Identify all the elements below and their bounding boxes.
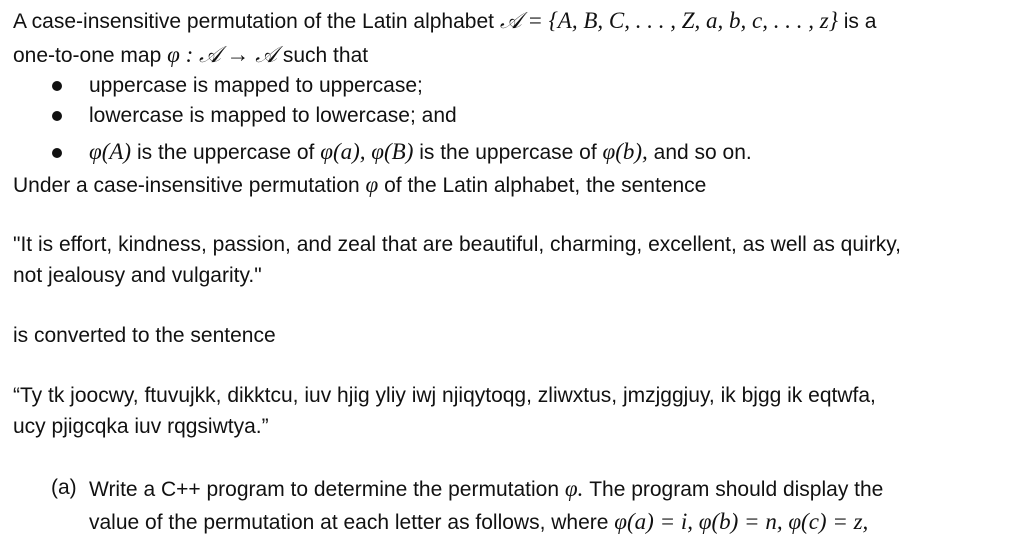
converted-sentence-line-1: “Ty tk joocwy, ftuvujkk, dikktcu, iuv hjig yliy iwj njiqytoqg, zliwxtus, jmzjggjuy, ik bjgg ik eqtwfa,: [13, 384, 876, 407]
bullet-dot: [52, 81, 62, 91]
bullet-item-2: lowercase is mapped to lowercase; and: [89, 104, 457, 127]
phi-symbol-question: φ.: [564, 476, 584, 501]
under-line-text-2: of the Latin alphabet, the sentence: [384, 174, 707, 197]
phi-a-phi-B-formula: φ(a), φ(B): [320, 139, 414, 164]
alphabet-set-formula: 𝒜 = {A, B, C, . . . , Z, a, b, c, . . . , z}: [499, 8, 838, 33]
bullet-item-3: [89, 140, 752, 163]
permutation-values-formula: φ(a) = i, φ(b) = n, φ(c) = z,: [614, 509, 869, 534]
bullet-item-3-text-2: is the uppercase of: [419, 141, 597, 164]
question-a-tail-1: The program should display the: [589, 478, 884, 501]
bullet-dot: [52, 111, 62, 121]
question-a-line-2: [89, 510, 868, 533]
bullet-dot: [52, 148, 62, 158]
original-sentence-line-2: not jealousy and vulgarity.": [13, 264, 262, 287]
intro-tail-2: such that: [282, 44, 369, 67]
intro-line-2: [13, 43, 368, 66]
intro-text-2: one-to-one map: [13, 44, 162, 67]
phi-b-formula: φ(b),: [602, 139, 648, 164]
map-formula: φ : 𝒜 → 𝒜: [167, 42, 278, 67]
original-sentence-line-1: "It is effort, kindness, passion, and zeal that are beautiful, charming, excellent, as well as quirky,: [13, 233, 901, 256]
bullet-item-1: uppercase is mapped to uppercase;: [89, 74, 423, 97]
intro-tail: is a: [843, 10, 877, 33]
intro-text: A case-insensitive permutation of the Latin alphabet: [13, 10, 494, 33]
question-a-label: (a): [51, 476, 77, 499]
under-line-text-1: Under a case-insensitive permutation: [13, 174, 360, 197]
intro-line-1: [13, 9, 876, 32]
under-line: [13, 173, 706, 196]
bullet-item-3-text-3: and so on.: [653, 141, 752, 164]
question-a-text-2: value of the permutation at each letter as follows, where: [89, 511, 609, 534]
bullet-item-3-text-1: is the uppercase of: [136, 141, 315, 164]
converted-label: is converted to the sentence: [13, 324, 276, 347]
phi-A-formula: φ(A): [89, 139, 132, 164]
question-a-text-1: Write a C++ program to determine the permutation: [89, 478, 560, 501]
converted-sentence-line-2: ucy pjigcqka iuv rqgsiwtya.”: [13, 415, 269, 438]
question-a-line-1: [89, 477, 883, 500]
phi-symbol: φ: [365, 172, 379, 197]
